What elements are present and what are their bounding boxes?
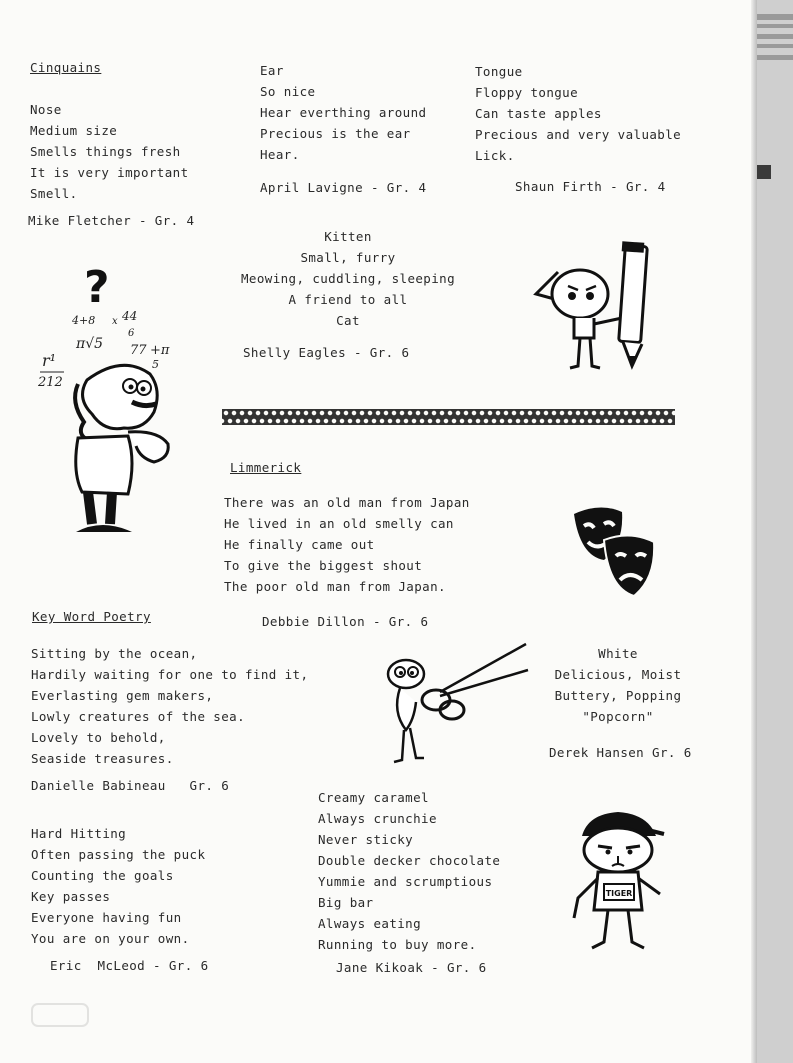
- poem-line: Lowly creatures of the sea.: [31, 709, 245, 724]
- tiger-cartoon-icon: [568, 806, 672, 956]
- poem-line: Kitten: [324, 229, 372, 244]
- author-kitten: Shelly Eagles - Gr. 6: [243, 345, 410, 360]
- author-hockey: Eric McLeod - Gr. 6: [50, 958, 209, 973]
- author-tongue: Shaun Firth - Gr. 4: [515, 179, 666, 194]
- poem-line: Floppy tongue: [475, 85, 579, 100]
- poem-big-bar: [318, 787, 500, 955]
- poem-shells: [31, 643, 308, 769]
- poem-line: There was an old man from Japan: [224, 495, 470, 510]
- poem-line: Counting the goals: [31, 868, 174, 883]
- author-limerick: Debbie Dillon - Gr. 6: [262, 614, 429, 629]
- poem-line: Delicious, Moist: [554, 667, 682, 682]
- svg-text:x: x: [112, 316, 118, 327]
- poem-line: Precious is the ear: [260, 126, 411, 141]
- poem-line: Never sticky: [318, 832, 414, 847]
- poem-line: "Popcorn": [582, 709, 654, 724]
- page-edge: [757, 0, 793, 1063]
- key-word-heading: Key Word Poetry: [32, 609, 151, 624]
- poem-kitten: [228, 226, 468, 331]
- poem-line: Precious and very valuable: [475, 127, 682, 142]
- limerick-heading: Limmerick: [230, 460, 302, 475]
- bird-with-pencil-icon: [528, 238, 668, 376]
- poem-line: Sitting by the ocean,: [31, 646, 198, 661]
- patterned-divider: [222, 409, 675, 425]
- poem-line: Everyone having fun: [31, 910, 182, 925]
- svg-text:+π: +π: [150, 343, 170, 358]
- svg-text:4+8: 4+8: [72, 314, 96, 327]
- poem-line: Hear.: [260, 147, 300, 162]
- poem-line: Everlasting gem makers,: [31, 688, 214, 703]
- svg-text:77: 77: [130, 343, 147, 358]
- poem-line: Key passes: [31, 889, 111, 904]
- cinquains-heading: Cinquains: [30, 60, 102, 75]
- poem-ear: [260, 60, 426, 165]
- poem-line: A friend to all: [288, 292, 408, 307]
- poem-line: Smell.: [30, 186, 78, 201]
- poem-line: Hard Hitting: [31, 826, 127, 841]
- poem-line: Double decker chocolate: [318, 853, 501, 868]
- poem-line: Cat: [336, 313, 360, 328]
- poem-line: Can taste apples: [475, 106, 602, 121]
- theater-masks-icon: [570, 500, 660, 600]
- poem-line: Always eating: [318, 916, 422, 931]
- poem-line: Lovely to behold,: [31, 730, 166, 745]
- poem-line: Creamy caramel: [318, 790, 429, 805]
- poem-line: Often passing the puck: [31, 847, 206, 862]
- poem-line: Nose: [30, 102, 62, 117]
- poem-line: Tongue: [475, 64, 523, 79]
- poem-line: Hear everthing around: [260, 105, 427, 120]
- poem-limerick: [224, 492, 470, 597]
- poem-line: Medium size: [30, 123, 118, 138]
- author-big-bar: Jane Kikoak - Gr. 6: [336, 960, 487, 975]
- poem-line: It is very important: [30, 165, 189, 180]
- author-popcorn: Derek Hansen Gr. 6: [549, 745, 692, 760]
- author-shells: Danielle Babineau Gr. 6: [31, 778, 230, 793]
- cartoon-scissors-icon: [380, 640, 532, 770]
- poem-line: Hardily waiting for one to find it,: [31, 667, 309, 682]
- poem-line: Running to buy more.: [318, 937, 477, 952]
- poem-line: Yummie and scrumptious: [318, 874, 493, 889]
- poem-line: Seaside treasures.: [31, 751, 174, 766]
- svg-text:6: 6: [128, 328, 135, 339]
- poem-line: Buttery, Popping: [554, 688, 682, 703]
- stamp-mark: [30, 1000, 90, 1030]
- poem-line: So nice: [260, 84, 316, 99]
- svg-text:π√5: π√5: [76, 336, 104, 352]
- poem-nose: [30, 99, 189, 204]
- svg-text:r¹: r¹: [42, 351, 57, 370]
- poem-line: White: [598, 646, 638, 661]
- author-ear: April Lavigne - Gr. 4: [260, 180, 427, 195]
- tiger-shirt-text: TIGER: [605, 889, 633, 898]
- poem-tongue: [475, 61, 681, 166]
- poem-hockey: [31, 823, 205, 949]
- thinker-question-mark: ?: [84, 262, 110, 313]
- svg-text:44: 44: [122, 309, 138, 323]
- author-nose: Mike Fletcher - Gr. 4: [28, 213, 195, 228]
- svg-text:5: 5: [152, 358, 159, 371]
- poem-popcorn: [548, 643, 688, 727]
- poem-line: He finally came out: [224, 537, 375, 552]
- poem-line: Small, furry: [300, 250, 396, 265]
- poem-line: Smells things fresh: [30, 144, 181, 159]
- poem-line: Meowing, cuddling, sleeping: [241, 271, 455, 286]
- poem-line: Big bar: [318, 895, 374, 910]
- poem-line: You are on your own.: [31, 931, 190, 946]
- poem-line: Always crunchie: [318, 811, 437, 826]
- poem-line: He lived in an old smelly can: [224, 516, 454, 531]
- poem-line: The poor old man from Japan.: [224, 579, 446, 594]
- confused-man-icon: [32, 262, 192, 550]
- svg-text:212: 212: [38, 375, 63, 390]
- poem-line: Lick.: [475, 148, 515, 163]
- poem-line: Ear: [260, 63, 284, 78]
- poem-line: To give the biggest shout: [224, 558, 423, 573]
